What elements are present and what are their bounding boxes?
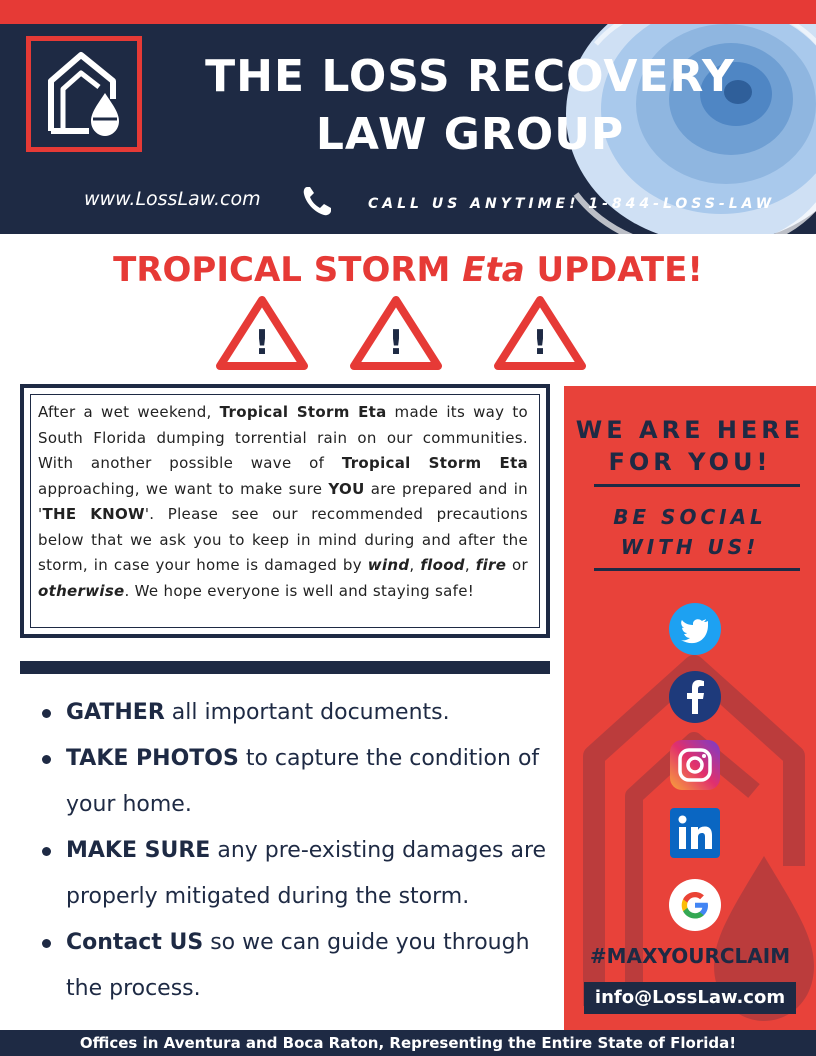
precaution-keyword: GATHER [66, 700, 165, 725]
heading-line-1: WE ARE HERE [575, 416, 805, 444]
intro-text-5: '. Please see our recommended precautions below that we ask you to keep in mind during and after the storm, in case your home is damaged by [38, 505, 528, 574]
title-line-2: LAW GROUP [315, 109, 625, 160]
precaution-text: all important documents. [164, 700, 450, 725]
social-line-1: BE SOCIAL [613, 505, 767, 529]
intro-paragraph [38, 400, 528, 604]
precaution-text: so we can guide you through the process. [66, 930, 530, 1001]
section-divider [20, 661, 550, 674]
precaution-text: any pre-existing damages are properly mitigated during the storm. [66, 838, 547, 909]
intro-emphasis-wind: wind [367, 556, 410, 574]
intro-bold-4: THE KNOW [42, 505, 145, 523]
update-title-suffix: UPDATE! [524, 250, 703, 290]
intro-text-3: approaching, we want to make sure [38, 479, 329, 498]
intro-emphasis-otherwise: otherwise [38, 581, 125, 600]
warning-symbol: ! [388, 323, 404, 363]
intro-sep-2: , [464, 556, 476, 574]
contact-sidebar [564, 386, 816, 1032]
header-banner [0, 24, 816, 234]
footer-offices: Offices in Aventura and Boca Raton, Representing the Entire State of Florida! [0, 1030, 816, 1056]
intro-text-2: made its way to South Florida dumping torrential rain on our communities. With another possible wave of [38, 403, 529, 472]
intro-emphasis-flood: flood [420, 556, 465, 574]
social-line-2: WITH US! [620, 535, 760, 559]
hashtag: #MAXYOURCLAIM [589, 944, 791, 968]
list-item [36, 920, 556, 1012]
warning-triangle-icon [492, 294, 588, 372]
list-item [36, 828, 556, 920]
linkedin-icon[interactable] [668, 806, 722, 860]
intro-bold-1: Tropical Storm Eta [219, 403, 387, 421]
twitter-icon[interactable] [668, 602, 722, 656]
intro-sep-1: , [409, 556, 421, 574]
phone-icon [300, 184, 334, 218]
bullet-icon [42, 755, 51, 764]
storm-update-title [0, 250, 816, 290]
company-title [150, 48, 790, 164]
here-for-you-heading [564, 414, 816, 478]
intro-emphasis-fire: fire [475, 556, 507, 574]
list-item [36, 736, 556, 828]
intro-bold-2: Tropical Storm Eta [341, 454, 528, 472]
call-us-phone[interactable]: CALL US ANYTIME! 1-844-LOSS-LAW [368, 196, 776, 212]
precaution-text: to capture the condition of your home. [66, 746, 540, 817]
title-line-1: THE LOSS RECOVERY [205, 51, 735, 102]
email-link[interactable]: info@LossLaw.com [584, 982, 796, 1014]
bullet-icon [42, 847, 51, 856]
intro-message-box [20, 384, 550, 638]
update-title-prefix: TROPICAL STORM [113, 250, 463, 290]
precaution-keyword: MAKE SURE [66, 838, 211, 863]
bullet-icon [42, 709, 51, 718]
intro-text-1: After a wet weekend, [38, 403, 220, 421]
intro-text-6: . We hope everyone is well and staying safe! [124, 581, 475, 600]
bullet-icon [42, 939, 51, 948]
house-drop-logo-icon [31, 41, 137, 147]
facebook-icon[interactable] [668, 670, 722, 724]
sidebar-divider [594, 568, 800, 571]
intro-bold-3: YOU [328, 479, 365, 498]
precaution-keyword: Contact US [66, 930, 204, 955]
top-accent-bar [0, 0, 816, 24]
warning-triangle-icon [348, 294, 444, 372]
company-logo [26, 36, 142, 152]
google-icon[interactable] [668, 878, 722, 932]
warning-triangle-icon [214, 294, 310, 372]
warning-symbol: ! [254, 323, 270, 363]
heading-line-2: FOR YOU! [608, 448, 772, 476]
website-link[interactable]: www.LossLaw.com [84, 188, 261, 210]
be-social-heading [564, 502, 816, 562]
sidebar-divider [594, 484, 800, 487]
storm-name: Eta [462, 250, 525, 290]
intro-sep-3: or [506, 556, 529, 574]
intro-text-4: are prepared and in ' [38, 479, 528, 523]
precaution-keyword: TAKE PHOTOS [66, 746, 239, 771]
precautions-list [36, 690, 556, 1012]
list-item [36, 690, 556, 736]
instagram-icon[interactable] [668, 738, 722, 792]
warning-symbol: ! [532, 323, 548, 363]
